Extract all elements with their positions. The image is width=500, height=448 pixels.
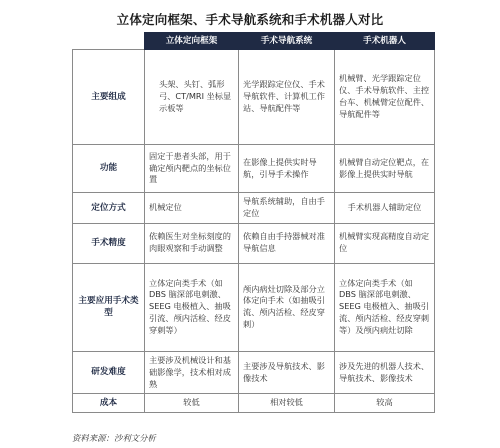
row-label: 主要组成	[73, 50, 145, 145]
table-row	[73, 394, 435, 413]
row-label: 研发难度	[73, 351, 145, 394]
table-row	[73, 50, 435, 145]
table-cell: 头架、头钉、弧形弓、CT/MRI 坐标显示板等	[145, 50, 239, 145]
row-label: 定位方式	[73, 193, 145, 224]
table-row	[73, 145, 435, 193]
source-note: 资料来源：沙利文分析	[72, 433, 156, 443]
table-cell: 立体定向类手术（如 DBS 脑深部电刺激、SEEG 电极植入、抽吸引流、颅内活检、经皮穿刺等）及颅内病灶切除	[335, 263, 435, 351]
header-stereotactic-frame: 立体定向框架	[145, 33, 239, 50]
table-cell: 机械定位	[145, 193, 239, 224]
comparison-table	[72, 32, 435, 413]
table-cell: 导航系统辅助，自由手定位	[239, 193, 335, 224]
table-cell: 依赖自由手持器械对准导航信息	[239, 223, 335, 263]
table-row	[73, 263, 435, 351]
header-surgical-robot: 手术机器人	[335, 33, 435, 50]
row-label: 成本	[73, 394, 145, 413]
table-cell: 手术机器人辅助定位	[335, 193, 435, 224]
table-cell: 机械臂自动定位靶点，在影像上提供实时导航	[335, 145, 435, 193]
header-blank-cell	[73, 33, 145, 50]
table-row	[73, 223, 435, 263]
table-row	[73, 351, 435, 394]
row-label: 主要应用手术类型	[73, 263, 145, 351]
row-label: 手术精度	[73, 223, 145, 263]
table-cell: 依赖医生对坐标刻度的肉眼观察和手动调整	[145, 223, 239, 263]
table-cell: 机械臂实现高精度自动定位	[335, 223, 435, 263]
table-cell: 光学跟踪定位仪、手术导航软件、计算机工作站、导航配件等	[239, 50, 335, 145]
table-header-row	[73, 33, 435, 50]
header-navigation-system: 手术导航系统	[239, 33, 335, 50]
table-cell: 相对较低	[239, 394, 335, 413]
table-cell: 固定于患者头部，用于确定颅内靶点的坐标位置	[145, 145, 239, 193]
row-label: 功能	[73, 145, 145, 193]
table-cell: 主要涉及导航技术、影像技术	[239, 351, 335, 394]
table-row	[73, 193, 435, 224]
table-cell: 颅内病灶切除及部分立体定向手术（如抽吸引流、颅内活检、经皮穿刺）	[239, 263, 335, 351]
table-cell: 立体定向类手术（如 DBS 脑深部电刺激、SEEG 电极植入、抽吸引流、颅内活检、经皮穿刺等）	[145, 263, 239, 351]
table-cell: 较高	[335, 394, 435, 413]
table-cell: 机械臂、光学跟踪定位仪、手术导航软件、主控台车、机械臂定位配件、导航配件等	[335, 50, 435, 145]
table-cell: 主要涉及机械设计和基础影像学，技术相对成熟	[145, 351, 239, 394]
page-title: 立体定向框架、手术导航系统和手术机器人对比	[116, 12, 384, 27]
table-cell: 较低	[145, 394, 239, 413]
table-cell: 涉及先进的机器人技术、导航技术、影像技术	[335, 351, 435, 394]
table-cell: 在影像上提供实时导航，引导手术操作	[239, 145, 335, 193]
